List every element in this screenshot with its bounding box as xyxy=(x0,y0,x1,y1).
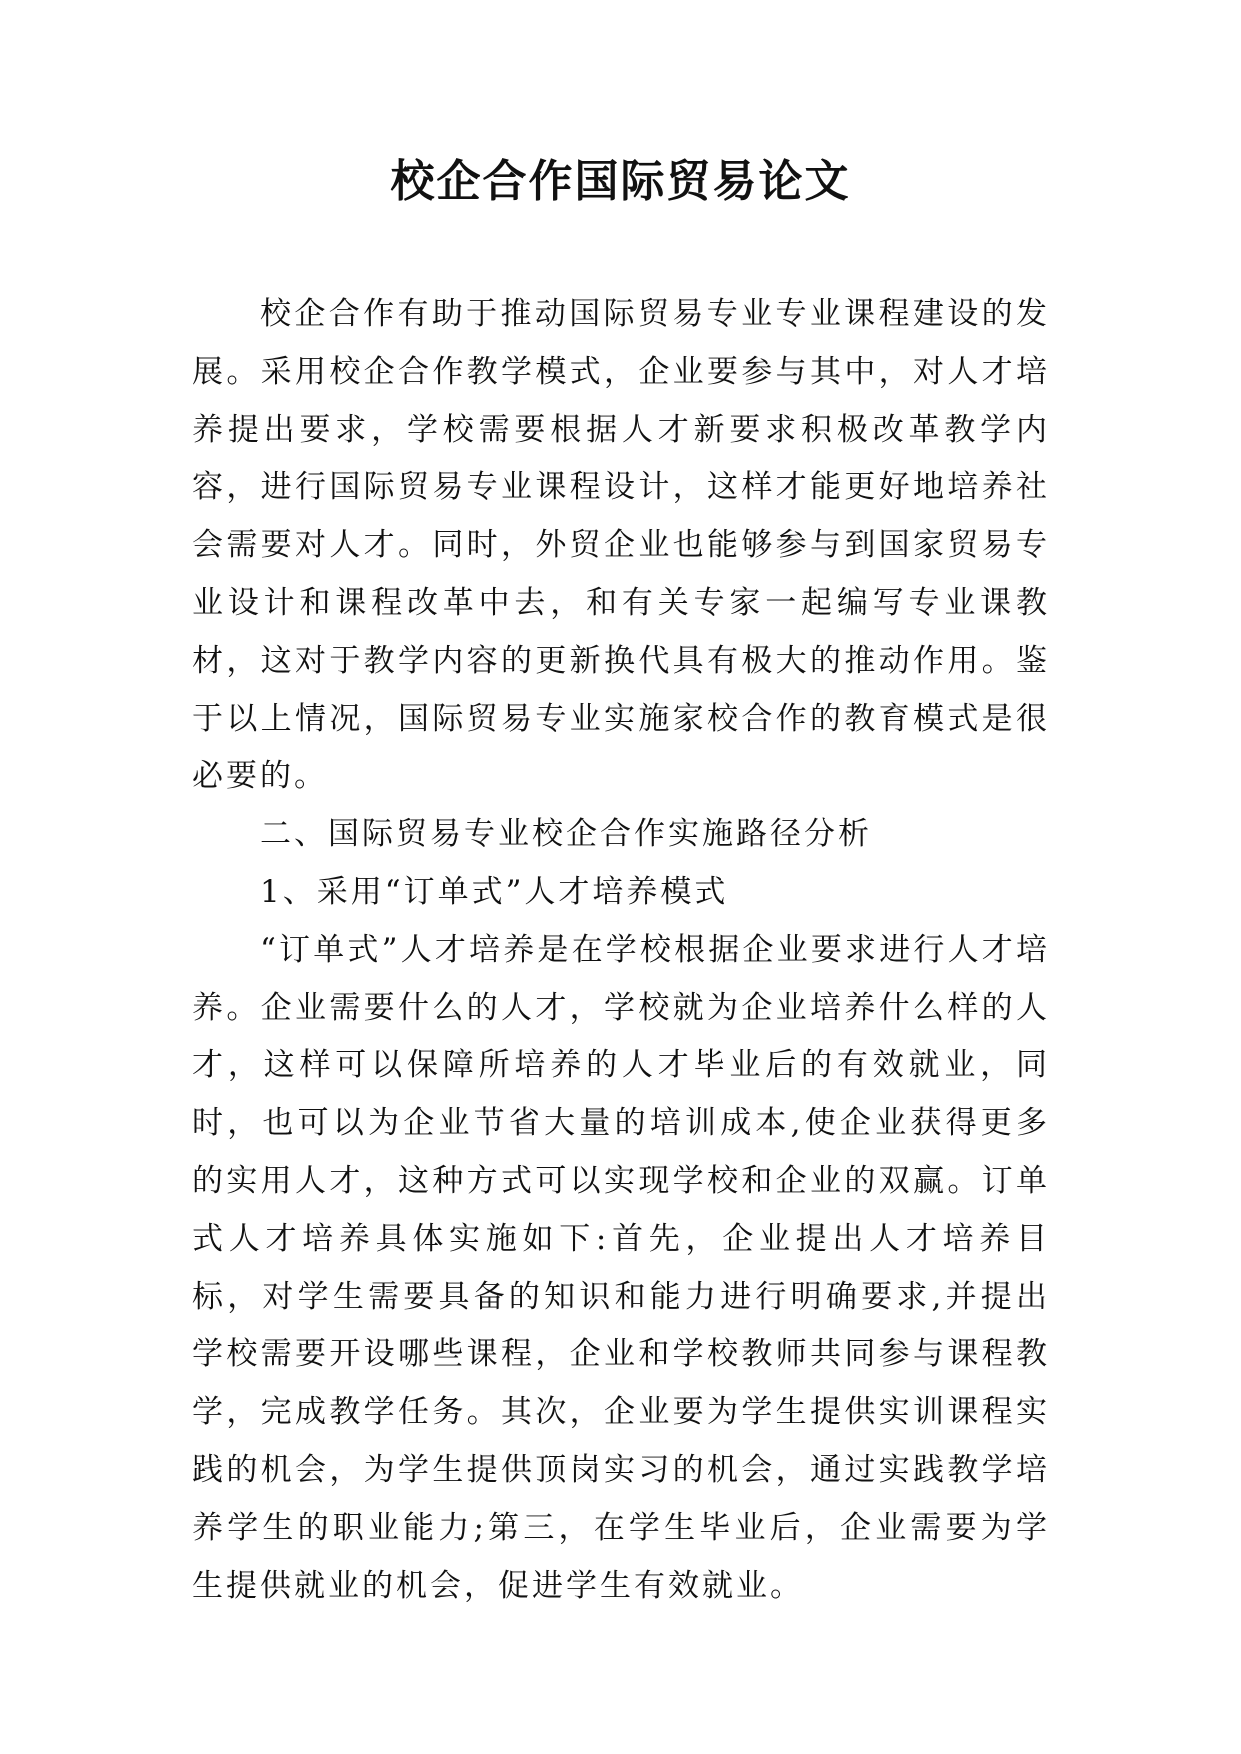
document-title: 校企合作国际贸易论文 xyxy=(390,156,851,207)
subsection-heading: 1、采用“订单式”人才培养模式 xyxy=(260,873,729,910)
body-paragraph: 校企合作有助于推动国际贸易专业专业课程建设的发展。采用校企合作教学模式，企业要参与其中，对人才培养提出要求，学校需要根据人才新要求积极改革教学内容，进行国际贸易专业课程设计，这样才能更好地培养社会需要对人才。同时，外贸企业也能够参与到国家贸易专业设计和课程改革中去，和有关专家一起编写专业课教材，这对于教学内容的更新换代具有极大的推动作用。鉴于以上情况，国际贸易专业实施家校合作的教育模式是很必要的。 xyxy=(192,296,1050,795)
document-body xyxy=(192,286,1050,1615)
body-paragraph: “订单式”人才培养是在学校根据企业要求进行人才培养。企业需要什么的人才，学校就为企业培养什么样的人才，这样可以保障所培养的人才毕业后的有效就业，同时，也可以为企业节省大量的培训成本,使企业获得更多的实用人才，这种方式可以实现学校和企业的双赢。订单式人才培养具体实施如下:首先，企业提出人才培养目标，对学生需要具备的知识和能力进行明确要求,并提出学校需要开设哪些课程，企业和学校教师共同参与课程教学，完成教学任务。其次，企业要为学生提供实训课程实践的机会，为学生提供顶岗实习的机会，通过实践教学培养学生的职业能力;第三，在学生毕业后，企业需要为学生提供就业的机会，促进学生有效就业。 xyxy=(192,931,1050,1604)
section-heading: 二、国际贸易专业校企合作实施路径分析 xyxy=(260,816,872,853)
